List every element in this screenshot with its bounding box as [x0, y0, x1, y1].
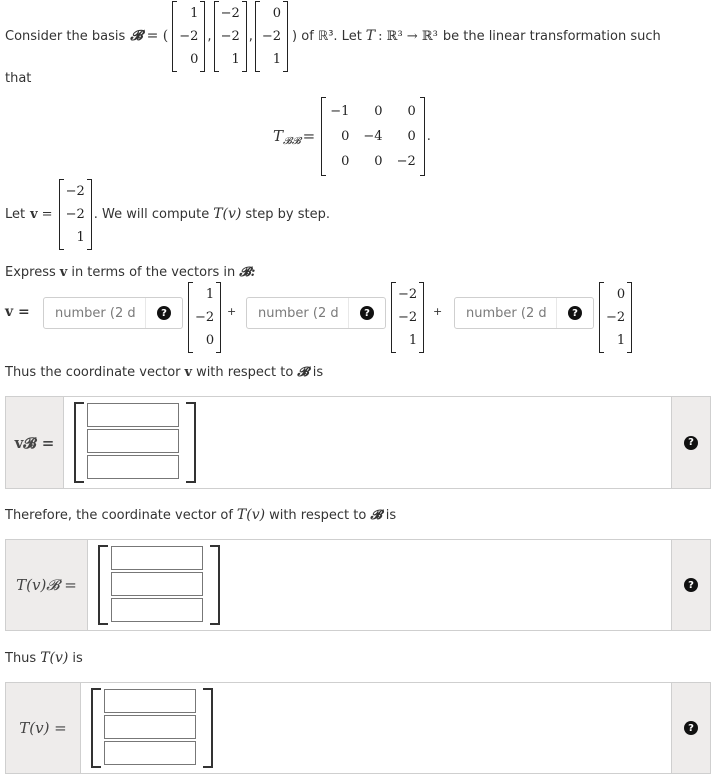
let-v-statement: Let v = −2 −2 1 . We will compute T(v) step by step. — [5, 182, 330, 246]
b3-entry: 1 — [616, 333, 626, 348]
coord-text-a: Thus the coordinate vector — [5, 364, 181, 380]
matrix-cell: −4 — [363, 128, 383, 144]
intro-suffix: be the linear transformation such — [442, 28, 661, 44]
matrix-cell: 0 — [374, 153, 383, 169]
b3-entry: 1 — [272, 51, 282, 67]
therefore-is: is — [385, 507, 397, 523]
map-text: : ℝ³ → ℝ³ — [378, 28, 438, 44]
express-v: v — [59, 264, 68, 280]
b3-entry: 0 — [272, 5, 282, 21]
question-icon: ? — [360, 306, 374, 320]
coord-v: v — [184, 364, 193, 380]
vB-entry-3[interactable] — [87, 455, 179, 479]
express-text: Express — [5, 264, 56, 280]
matrix-cell: −1 — [330, 103, 350, 119]
Tv-entry-1[interactable] — [104, 689, 196, 713]
T-label: T — [273, 127, 284, 145]
Tv-entry-2[interactable] — [104, 715, 196, 739]
b3-entry: −2 — [261, 28, 282, 44]
coord-B: 𝓑 — [297, 364, 309, 380]
plus-sign: + — [433, 305, 443, 318]
TvB-label: T(v)𝓑 = — [16, 576, 77, 594]
matrix-cell: 0 — [407, 128, 416, 144]
TvB-entry-2[interactable] — [111, 572, 203, 596]
coefficient-1-field[interactable] — [43, 297, 183, 329]
coefficient-3-input[interactable] — [455, 305, 558, 322]
let-suffix2: step by step. — [245, 206, 330, 222]
b1-entry: 0 — [205, 333, 215, 348]
coefficient-1-help[interactable] — [145, 298, 182, 328]
v-symbol: v — [30, 206, 38, 222]
b2-entry: −2 — [398, 287, 418, 302]
thus-is: is — [72, 650, 83, 666]
basis-symbol: 𝓑 — [130, 28, 143, 44]
coefficient-3-help[interactable] — [556, 298, 593, 328]
Tv-symbol: T(v) — [213, 206, 242, 222]
b2-entry: −2 — [220, 5, 240, 21]
b1-entry: 1 — [190, 5, 199, 21]
intro-prefix: Consider the basis — [5, 28, 126, 44]
matrix-cell: 0 — [341, 128, 350, 144]
let-prefix: Let — [5, 206, 26, 222]
transformation-matrix: T 𝓑𝓑 = −1 0 0 0 −4 0 0 0 −2 . — [273, 102, 431, 170]
of-text: ) of ℝ³. Let — [292, 28, 362, 44]
coefficient-1-input[interactable] — [44, 305, 147, 322]
b1-entry: 0 — [190, 51, 199, 67]
coefficient-2-field[interactable] — [246, 297, 386, 329]
question-icon: ? — [684, 436, 698, 450]
coord-text-b: with respect to — [196, 364, 294, 380]
plus-sign: + — [227, 305, 237, 318]
therefore-text-b: with respect to — [269, 507, 367, 523]
T-subscript: 𝓑𝓑 — [283, 135, 301, 147]
express-B: 𝓑: — [239, 264, 256, 280]
therefore-text-a: Therefore, the coordinate vector of — [5, 507, 233, 523]
coefficient-2-help[interactable] — [348, 298, 385, 328]
express-mid: in terms of the vectors in — [71, 264, 236, 280]
b1-entry: −2 — [179, 28, 199, 44]
question-icon: ? — [684, 721, 698, 735]
T-symbol: T — [365, 28, 376, 44]
let-suffix: . We will compute — [93, 206, 210, 222]
matrix-cell: 0 — [407, 103, 416, 119]
therefore-B: 𝓑 — [370, 507, 382, 523]
matrix-cell: −2 — [396, 153, 416, 169]
TvB-answer-panel — [5, 539, 711, 631]
b3-entry: 0 — [616, 287, 626, 302]
v-entry: 1 — [76, 229, 85, 245]
Tv-entry-3[interactable] — [104, 741, 196, 765]
vB-label: v𝓑 = — [14, 433, 55, 452]
thus-tv-sentence — [5, 648, 83, 668]
combo-basis-vector-3 — [599, 282, 632, 353]
b2-entry: −2 — [220, 28, 240, 44]
v-entry: −2 — [65, 183, 85, 199]
question-icon: ? — [157, 306, 171, 320]
combo-basis-vector-1 — [188, 282, 221, 353]
b1-entry: 1 — [205, 287, 215, 302]
express-instruction — [5, 262, 255, 282]
basis-vector-1 — [172, 1, 205, 72]
matrix-cell: 0 — [374, 103, 383, 119]
combo-lhs: v = — [5, 304, 30, 320]
b2-entry: 1 — [231, 51, 240, 67]
b2-entry: −2 — [398, 310, 418, 325]
TvB-help-button[interactable] — [671, 540, 710, 630]
basis-vector-2 — [214, 1, 247, 72]
intro-that: that — [5, 71, 32, 86]
thus-text: Thus — [5, 650, 37, 666]
basis-vector-3 — [255, 1, 288, 72]
therefore-sentence — [5, 505, 396, 525]
therefore-Tv: T(v) — [236, 507, 266, 523]
TvB-entry-1[interactable] — [111, 546, 203, 570]
thus-Tv: T(v) — [40, 650, 69, 666]
combo-basis-vector-2 — [391, 282, 424, 353]
T-matrix-body — [321, 97, 425, 176]
vB-answer-panel — [5, 396, 711, 489]
question-icon: ? — [568, 306, 582, 320]
vB-entry-2[interactable] — [87, 429, 179, 453]
b3-entry: −2 — [606, 310, 626, 325]
coordinate-sentence — [5, 362, 323, 382]
coefficient-3-field[interactable] — [454, 297, 594, 329]
vB-help-button[interactable] — [671, 397, 710, 488]
TvB-entry-3[interactable] — [111, 598, 203, 622]
matrix-cell: 0 — [341, 153, 350, 169]
v-entry: −2 — [65, 206, 85, 222]
b2-entry: 1 — [408, 333, 418, 348]
Tv-help-button[interactable] — [671, 683, 710, 773]
Tv-label: T(v) = — [19, 719, 67, 737]
b1-entry: −2 — [195, 310, 215, 325]
coord-is: is — [312, 364, 324, 380]
Tv-answer-panel — [5, 682, 711, 774]
question-icon: ? — [684, 578, 698, 592]
coefficient-2-input[interactable] — [247, 305, 350, 322]
v-vector — [59, 179, 92, 250]
basis-statement: Consider the basis 𝓑 = ( 1 −2 0 , −2 −2 1 , 0 −2 1 ) of ℝ³. Let T : ℝ³ → ℝ³ be the linear transformation such — [5, 5, 661, 67]
vB-entry-1[interactable] — [87, 403, 179, 427]
